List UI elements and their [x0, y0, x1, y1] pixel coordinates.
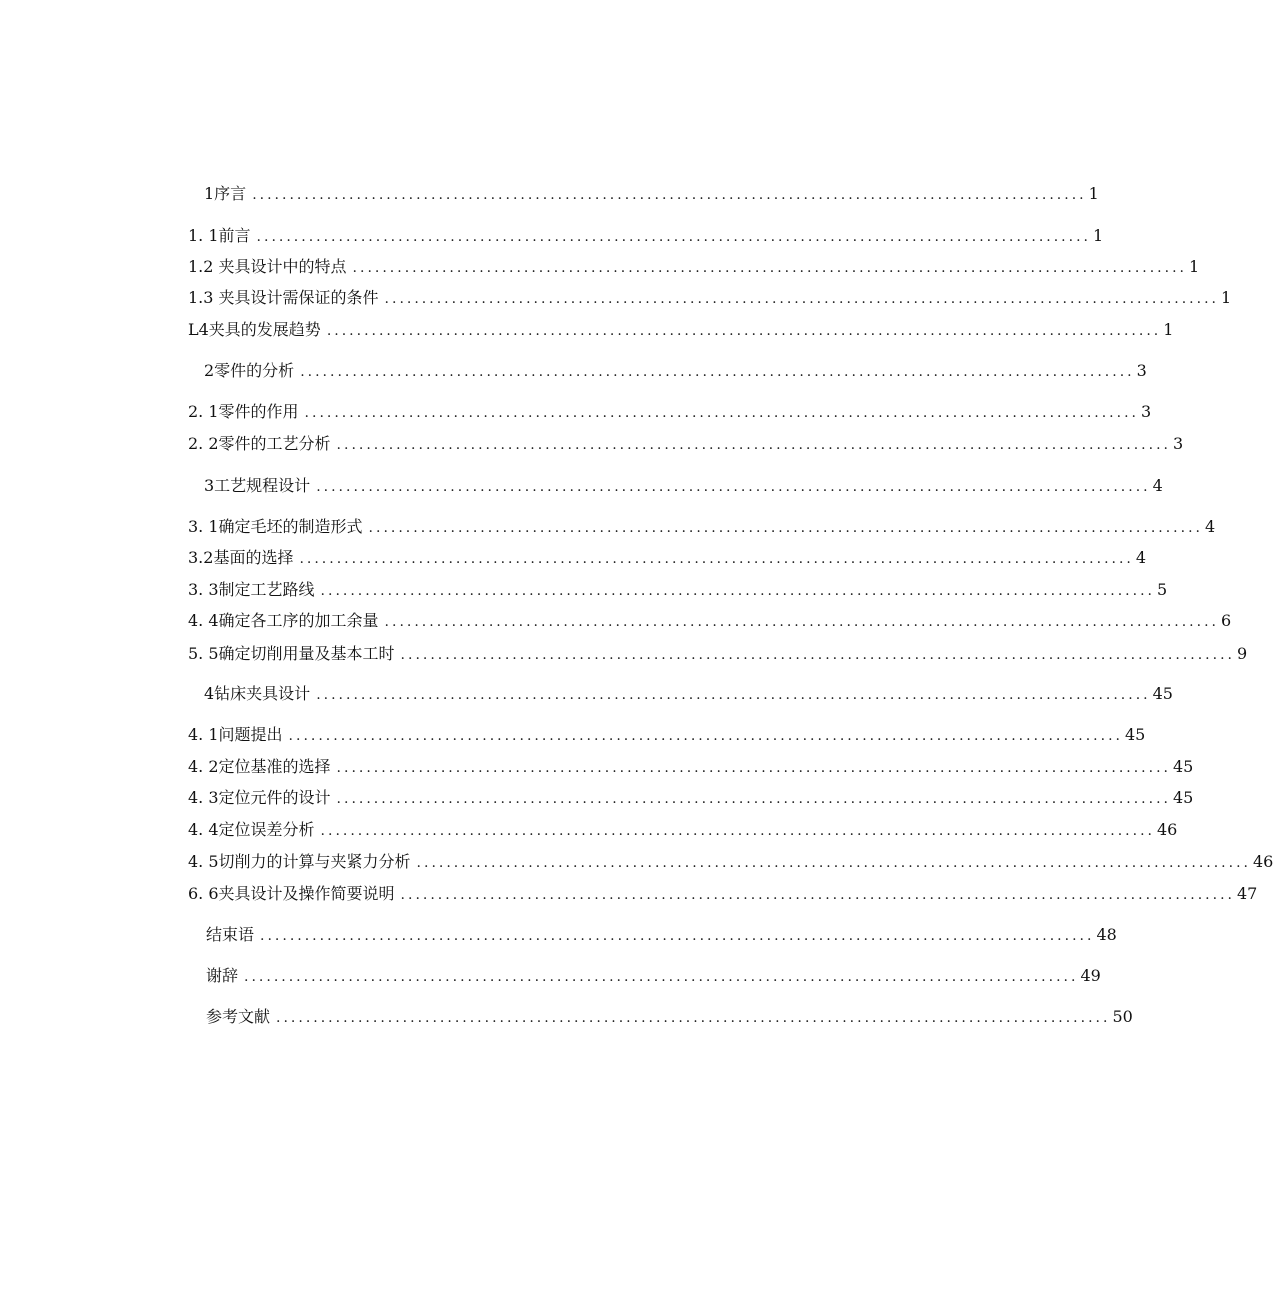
toc-entry-page: 50: [1112, 1007, 1133, 1026]
toc-entry-title: 谢辞: [206, 966, 239, 985]
toc-entry: [204, 474, 1163, 498]
toc-entry-page: 47: [1236, 884, 1258, 903]
toc-entry-title: 3.2基面的选择: [188, 548, 294, 567]
toc-leader-dots: ................................................................................................................: [300, 364, 1135, 380]
toc-entry-title: 4. 1问题提出: [188, 725, 283, 744]
toc-entry-page: 1: [1220, 288, 1232, 307]
toc-entry-title: 结束语: [206, 925, 255, 944]
toc-entry: [206, 1005, 1133, 1029]
toc-entry-title: 3工艺规程设计: [204, 476, 311, 495]
toc-entry: [204, 682, 1173, 706]
toc-entry-title: 1.2 夹具设计中的特点: [188, 257, 347, 276]
toc-leader-dots: ................................................................................................................: [368, 520, 1203, 536]
toc-entry: [188, 515, 1216, 539]
toc-entry: [204, 182, 1099, 206]
toc-leader-dots: ................................................................................................................: [384, 291, 1219, 307]
toc-entry-title: 2. 1零件的作用: [188, 402, 299, 421]
toc-leader-dots: ................................................................................................................: [352, 260, 1187, 276]
toc-leader-dots: ................................................................................................................: [384, 614, 1219, 630]
toc-entry-page: 45: [1152, 684, 1173, 703]
toc-entry: [188, 578, 1168, 602]
toc-entry-page: 5: [1156, 580, 1168, 599]
toc-leader-dots: ................................................................................................................: [244, 969, 1079, 985]
toc-entry-title: 1. 1前言: [188, 226, 251, 245]
toc-entry: [188, 818, 1178, 842]
toc-entry-page: 1: [1092, 226, 1104, 245]
toc-entry: [188, 224, 1104, 248]
toc-leader-dots: ................................................................................................................: [320, 583, 1155, 599]
toc-leader-dots: ................................................................................................................: [400, 647, 1235, 663]
toc-entry-page: 3: [1140, 402, 1152, 421]
toc-entry-title: 4. 3定位元件的设计: [188, 788, 331, 807]
toc-entry-title: 6. 6夹具设计及操作简要说明: [188, 884, 395, 903]
toc-entry-title: 4. 2定位基准的选择: [188, 757, 331, 776]
toc-entry-title: 4. 4确定各工序的加工余量: [188, 611, 379, 630]
toc-entry-title: 2零件的分析: [204, 361, 295, 380]
toc-entry: [188, 723, 1146, 747]
toc-entry: [188, 432, 1184, 456]
toc-leader-dots: ................................................................................................................: [256, 229, 1091, 245]
toc-leader-dots: ................................................................................................................: [416, 855, 1251, 871]
toc-entry-title: 4. 5切削力的计算与夹紧力分析: [188, 852, 411, 871]
toc-entry-page: 9: [1236, 644, 1248, 663]
toc-entry: [188, 786, 1194, 810]
toc-entry-page: 4: [1152, 476, 1163, 495]
toc-entry: [188, 318, 1174, 342]
toc-leader-dots: ................................................................................................................: [336, 437, 1171, 453]
toc-entry-title: 5. 5确定切削用量及基本工时: [188, 644, 395, 663]
toc-entry-page: 4: [1135, 548, 1147, 567]
toc-entry: [188, 609, 1232, 633]
toc-leader-dots: ................................................................................................................: [304, 405, 1139, 421]
toc-entry-page: 46: [1156, 820, 1178, 839]
toc-entry-page: 45: [1124, 725, 1146, 744]
toc-leader-dots: ................................................................................................................: [276, 1010, 1111, 1026]
toc-entry-title: 3. 3制定工艺路线: [188, 580, 315, 599]
toc-leader-dots: ................................................................................................................: [288, 728, 1123, 744]
toc-leader-dots: ................................................................................................................: [320, 823, 1155, 839]
toc-entry: [188, 642, 1248, 666]
toc-entry-page: 48: [1096, 925, 1117, 944]
toc-entry: [188, 255, 1200, 279]
toc-entry: [188, 546, 1147, 570]
toc-entry-page: 6: [1220, 611, 1232, 630]
toc-leader-dots: ................................................................................................................: [252, 187, 1087, 203]
toc-leader-dots: ................................................................................................................: [316, 687, 1151, 703]
toc-entry: [206, 964, 1101, 988]
toc-entry: [188, 400, 1152, 424]
toc-entry: [206, 923, 1117, 947]
toc-leader-dots: ................................................................................................................: [316, 479, 1151, 495]
toc-entry: [188, 286, 1232, 310]
toc-entry-page: 3: [1136, 361, 1147, 380]
toc-entry-title: 1.3 夹具设计需保证的条件: [188, 288, 379, 307]
toc-entry-page: 4: [1204, 517, 1216, 536]
toc-entry-title: 1序言: [204, 184, 247, 203]
toc-leader-dots: ................................................................................................................: [336, 760, 1171, 776]
toc-entry-page: 3: [1172, 434, 1184, 453]
toc-entry-title: 3. 1确定毛坯的制造形式: [188, 517, 363, 536]
toc-entry-page: 1: [1163, 320, 1174, 339]
toc-entry-page: 1: [1188, 257, 1200, 276]
toc-entry-page: 49: [1080, 966, 1101, 985]
toc-entry-title: 4钻床夹具设计: [204, 684, 311, 703]
toc-entry-page: 45: [1172, 757, 1194, 776]
toc-entry: [188, 755, 1194, 779]
toc-entry-title: L4夹具的发展趋势: [188, 320, 321, 339]
toc-leader-dots: ................................................................................................................: [299, 551, 1134, 567]
toc-entry: [204, 359, 1147, 383]
toc-leader-dots: ................................................................................................................: [336, 791, 1171, 807]
toc-entry-title: 2. 2零件的工艺分析: [188, 434, 331, 453]
toc-leader-dots: ................................................................................................................: [260, 928, 1095, 944]
toc-entry: [188, 850, 1273, 874]
toc-leader-dots: ................................................................................................................: [400, 887, 1235, 903]
toc-entry-page: 46: [1252, 852, 1273, 871]
toc-entry: [188, 882, 1258, 906]
toc-leader-dots: ................................................................................................................: [326, 323, 1162, 339]
toc-entry-title: 4. 4定位误差分析: [188, 820, 315, 839]
toc-entry-title: 参考文献: [206, 1007, 271, 1026]
toc-entry-page: 1: [1088, 184, 1099, 203]
toc-entry-page: 45: [1172, 788, 1194, 807]
